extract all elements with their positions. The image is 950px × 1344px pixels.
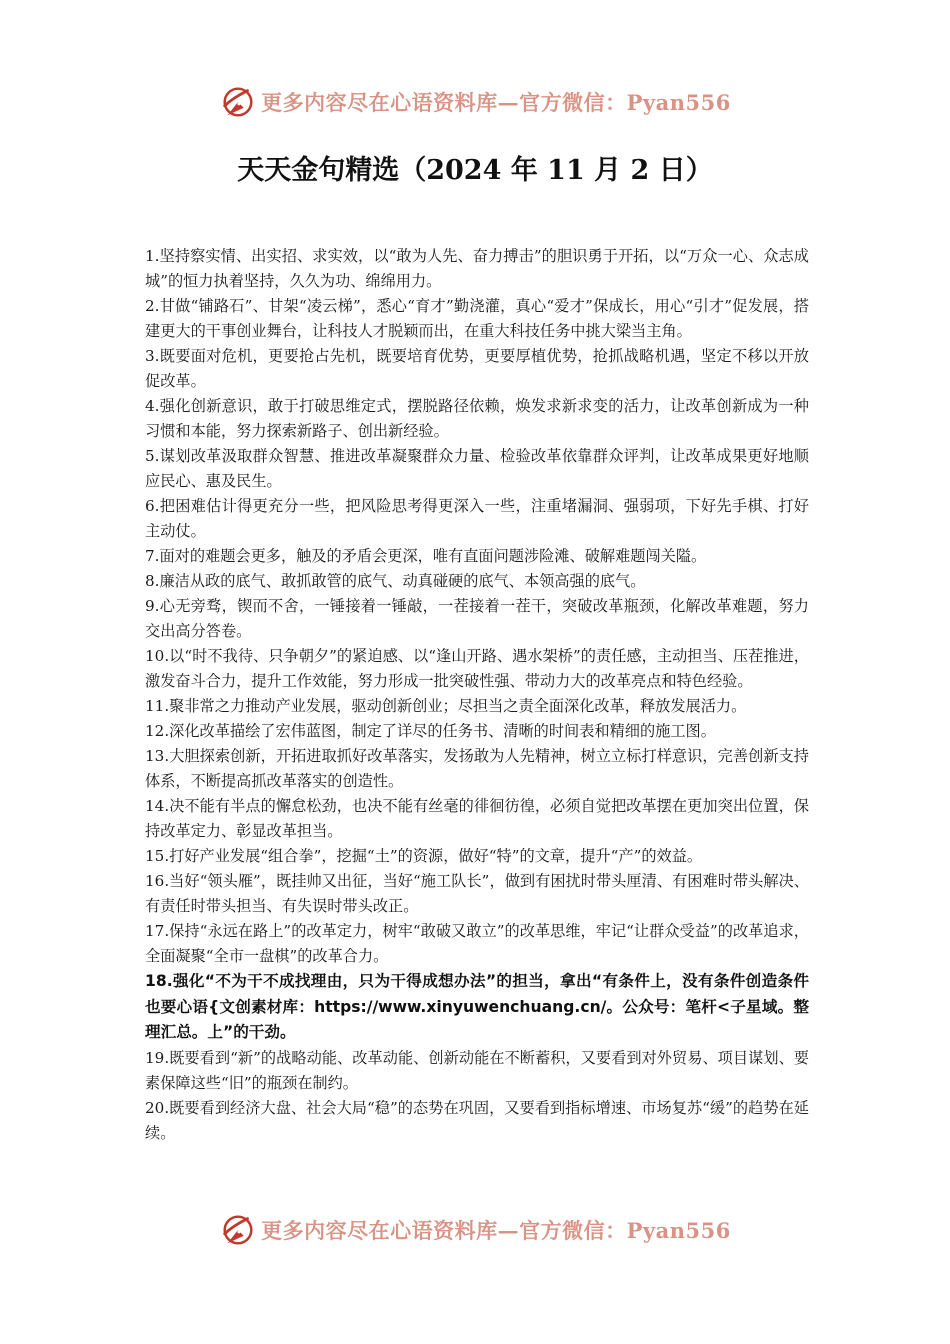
banner-text: 更多内容尽在心语资料库—官方微信：Pyan556 [261, 1218, 731, 1243]
list-item: 14.决不能有半点的懈怠松劲，也决不能有丝毫的徘徊彷徨，必须自觉把改革摆在更加突出位置，保持改革定力、彰显改革担当。 [145, 797, 809, 840]
list-item-highlighted: 18.强化“不为干不成找理由，只为干得成想办法”的担当，拿出“有条件上，没有条件创造条件也要心语{文创素材库：https://www.xinyuwenchuang.cn/。公众号：笔杆<子星域。整理汇总。上”的干劲。 [145, 972, 809, 1041]
list-item: 7.面对的难题会更多，触及的矛盾会更深，唯有直面问题涉险滩、破解难题闯关隘。 [145, 547, 707, 565]
pen-nib-circle-icon [219, 1211, 257, 1249]
list-item: 2.甘做“铺路石”、甘架“凌云梯”，悉心“育才”勤浇灌，真心“爱才”保成长，用心“引才”促发展，搭建更大的干事创业舞台，让科技人才脱颖而出，在重大科技任务中挑大梁当主角。 [145, 297, 809, 340]
list-item: 20.既要看到经济大盘、社会大局“稳”的态势在巩固，又要看到指标增速、市场复苏“缓”的趋势在延续。 [145, 1098, 809, 1142]
footer-banner [0, 1208, 950, 1252]
list-item: 11.聚非常之力推动产业发展，驱动创新创业；尽担当之责全面深化改革，释放发展活力。 [145, 697, 747, 715]
page-title: 天天金句精选（2024 年 11 月 2 日） [237, 155, 713, 186]
list-item: 9.心无旁骛，锲而不舍，一锤接着一锤敲，一茬接着一茬干，突破改革瓶颈，化解改革难题，努力交出高分答卷。 [145, 597, 809, 640]
list-item: 6.把困难估计得更充分一些，把风险思考得更深入一些，注重堵漏洞、强弱项，下好先手棋、打好主动仗。 [145, 497, 809, 540]
banner-text: 更多内容尽在心语资料库—官方微信：Pyan556 [261, 90, 731, 115]
list-item: 17.保持“永远在路上”的改革定力，树牢“敢破又敢立”的改革思维，牢记“让群众受益”的改革追求，全面凝聚“全市一盘棋”的改革合力。 [145, 922, 809, 965]
footer-banner-content [219, 1211, 731, 1249]
list-item: 15.打好产业发展“组合拳”，挖掘“土”的资源，做好“特”的文章，提升“产”的效益。 [145, 847, 703, 865]
quote-list [145, 244, 809, 1146]
header-banner [0, 80, 950, 124]
list-item: 19.既要看到“新”的战略动能、改革动能、创新动能在不断蓄积，又要看到对外贸易、项目谋划、要素保障这些“旧”的瓶颈在制约。 [145, 1048, 809, 1092]
list-item: 16.当好“领头雁”，既挂帅又出征，当好“施工队长”，做到有困扰时带头厘清、有困难时带头解决、有责任时带头担当、有失误时带头改正。 [145, 872, 809, 915]
list-item: 1.坚持察实情、出实招、求实效，以“敢为人先、奋力搏击”的胆识勇于开拓，以“万众一心、众志成城”的恒力执着坚持，久久为功、绵绵用力。 [145, 247, 809, 290]
list-item: 3.既要面对危机，更要抢占先机，既要培育优势，更要厚植优势，抢抓战略机遇，坚定不移以开放促改革。 [145, 347, 809, 390]
list-item: 4.强化创新意识，敢于打破思维定式，摆脱路径依赖，焕发求新求变的活力，让改革创新成为一种习惯和本能，努力探索新路子、创出新经验。 [145, 397, 809, 440]
list-item: 10.以“时不我待、只争朝夕”的紧迫感、以“逢山开路、遇水架桥”的责任感，主动担当、压茬推进，激发奋斗合力，提升工作效能，努力形成一批突破性强、带动力大的改革亮点和特色经验。 [145, 647, 809, 690]
list-item: 8.廉洁从政的底气、敢抓敢管的底气、动真碰硬的底气、本领高强的底气。 [145, 572, 646, 590]
list-item: 12.深化改革描绘了宏伟蓝图，制定了详尽的任务书、清晰的时间表和精细的施工图。 [145, 722, 716, 740]
list-item: 5.谋划改革汲取群众智慧、推进改革凝聚群众力量、检验改革依靠群众评判，让改革成果更好地顺应民心、惠及民生。 [145, 447, 809, 490]
header-banner-content [219, 83, 731, 121]
list-item: 13.大胆探索创新，开拓进取抓好改革落实，发扬敢为人先精神，树立立标打样意识，完善创新支持体系，不断提高抓改革落实的创造性。 [145, 747, 809, 790]
pen-nib-circle-icon [219, 83, 257, 121]
